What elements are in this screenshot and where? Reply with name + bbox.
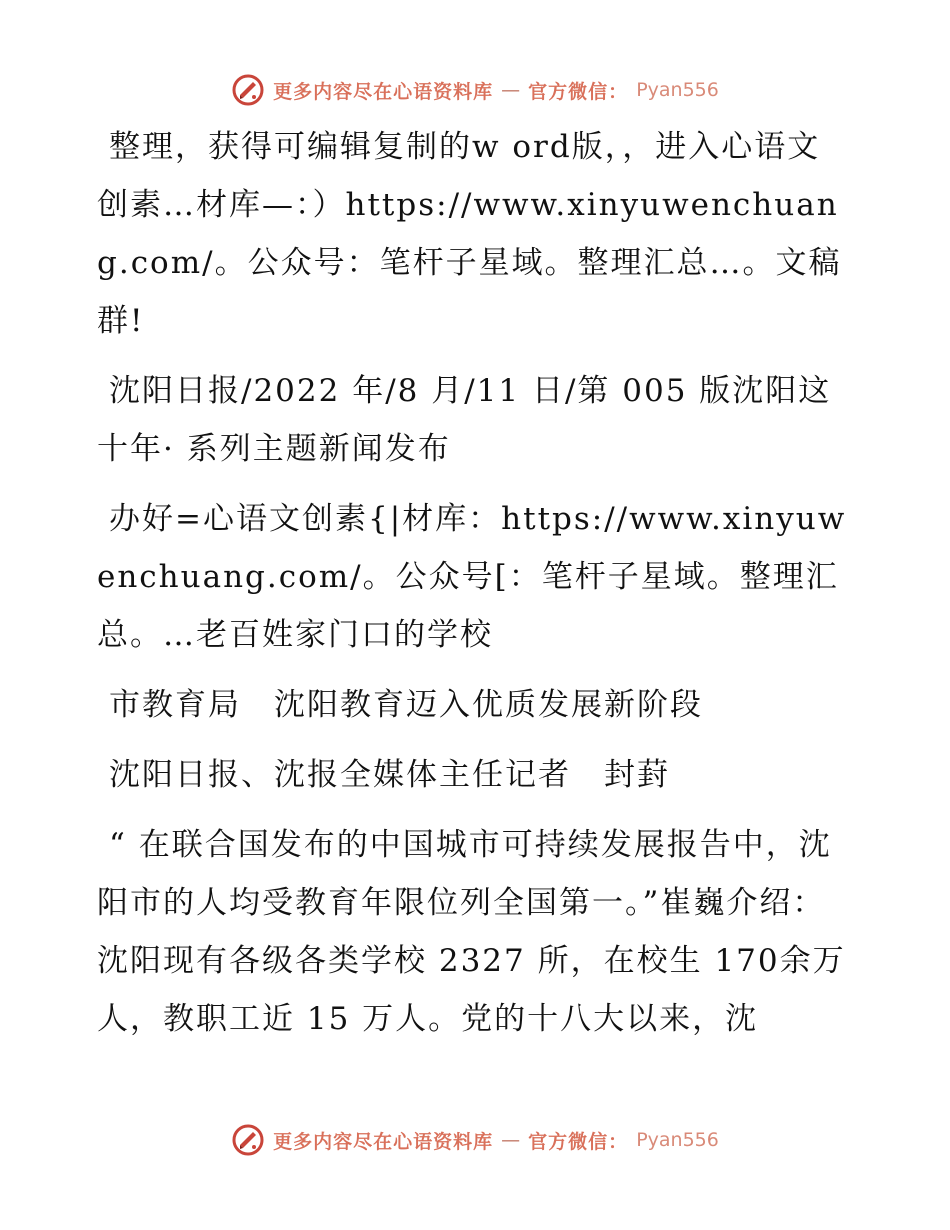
spacer — [97, 478, 853, 490]
banner-separator: — — [501, 1129, 521, 1151]
banner-label: 官方微信： — [528, 80, 629, 103]
banner-handle: Pyan556 — [636, 1129, 719, 1151]
banner-handle: Pyan556 — [636, 79, 719, 101]
logo-icon — [231, 73, 265, 107]
spacer — [97, 804, 853, 816]
banner-separator: — — [501, 79, 521, 101]
footer-banner — [0, 1120, 950, 1160]
paragraph-intro: 整理，获得可编辑复制的w ord版，，进入心语文创素…材库—：）https://www.xinyuwenchuang.com/。公众号：笔杆子星域。整理汇总…。文稿群! — [97, 129, 842, 339]
document-body — [97, 118, 853, 1048]
banner-title: 更多内容尽在心语资料库 — [273, 1130, 494, 1153]
spacer — [97, 664, 853, 676]
banner-label: 官方微信： — [528, 1130, 629, 1153]
paragraph-body: “ 在联合国发布的中国城市可持续发展报告中，沈阳市的人均受教育年限位列全国第一。”崔巍介绍：沈阳现有各级各类学校 2327 所，在校生 170余万人，教职工近 15 万人。党的十八大以来，沈 — [97, 827, 846, 1037]
paragraph-byline: 沈阳日报、沈报全媒体主任记者 封葑 — [109, 757, 670, 793]
paragraph-source: 沈阳日报/2022 年/8 月/11 日/第 005 版沈阳这十年· 系列主题新闻发布 — [97, 373, 832, 467]
header-banner — [0, 70, 950, 110]
spacer — [97, 734, 853, 746]
logo-icon — [231, 1123, 265, 1157]
banner-title: 更多内容尽在心语资料库 — [273, 80, 494, 103]
paragraph-promo: 办好=心语文创素{|材库：https://www.xinyuwenchuang.com/。公众号[：笔杆子星域。整理汇总。…老百姓家门口的学校 — [97, 501, 847, 653]
paragraph-headline: 市教育局 沈阳教育迈入优质发展新阶段 — [109, 687, 703, 723]
spacer — [97, 350, 853, 362]
